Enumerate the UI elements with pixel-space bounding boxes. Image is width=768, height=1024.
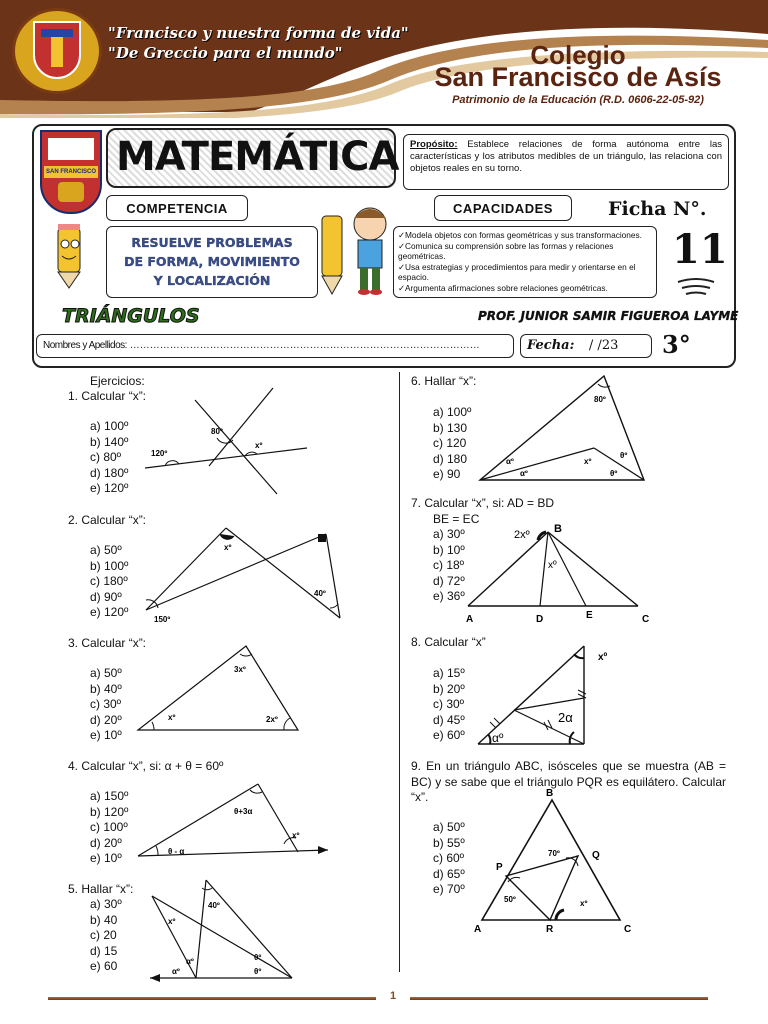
option-2b[interactable]: b) 100º bbox=[90, 558, 129, 573]
exercise-7-options bbox=[433, 527, 465, 605]
name-label: Nombres y Apellidos: bbox=[43, 340, 127, 351]
option-9c[interactable]: c) 60º bbox=[433, 851, 465, 865]
capacidades-label: CAPACIDADES bbox=[453, 201, 553, 216]
fig6-label-a: 80º bbox=[594, 395, 606, 404]
option-8e[interactable]: e) 60º bbox=[433, 728, 465, 742]
option-2d[interactable]: d) 90º bbox=[90, 589, 122, 604]
option-3c[interactable]: c) 30º bbox=[90, 697, 122, 711]
fig7-label-a: 2xº bbox=[514, 529, 530, 541]
proposito-label: Propósito: bbox=[410, 139, 458, 150]
fig6-label-e: θº bbox=[620, 451, 628, 460]
option-7d[interactable]: d) 72º bbox=[433, 573, 465, 588]
fig7-label-C: C bbox=[642, 614, 650, 625]
exercise-6 bbox=[411, 374, 476, 390]
capacidad-4: ✓Argumenta afirmaciones sobre relaciones geométricas. bbox=[398, 282, 608, 293]
capacidad-1: ✓Modela objetos con formas geométricas y sus transformaciones. bbox=[398, 230, 642, 240]
fig6-label-d: xº bbox=[584, 457, 592, 466]
exercise-3-options bbox=[90, 666, 122, 744]
fig6-label-c: αº bbox=[520, 469, 528, 478]
option-9a[interactable]: a) 50º bbox=[433, 820, 465, 834]
exercise-2-options bbox=[90, 543, 128, 621]
fig7-label-b: B bbox=[554, 523, 562, 535]
school-name-line1: Colegio bbox=[530, 40, 626, 70]
fig9-label-a: 70º bbox=[548, 849, 560, 858]
question-1: 1. Calcular “x”: bbox=[68, 389, 147, 403]
option-6a[interactable]: a) 100º bbox=[433, 405, 472, 419]
fig8-label-c: αº bbox=[492, 731, 504, 745]
option-1d[interactable]: d) 180º bbox=[90, 465, 129, 480]
name-dots: …………………………………………………………………………………………… bbox=[129, 340, 480, 351]
footer-line-left bbox=[48, 997, 376, 1000]
option-1e[interactable]: e) 120º bbox=[90, 481, 129, 495]
option-7b[interactable]: b) 10º bbox=[433, 542, 465, 557]
figure-8 bbox=[474, 644, 624, 750]
competencia-line-2: DE FORMA, MOVIMIENTO bbox=[124, 254, 300, 269]
fig9-label-B: B bbox=[546, 788, 554, 799]
question-5: 5. Hallar “x”: bbox=[68, 882, 134, 896]
question-6: 6. Hallar “x”: bbox=[411, 374, 477, 388]
fig3-label-a: 3xº bbox=[234, 665, 246, 674]
option-5a[interactable]: a) 30º bbox=[90, 897, 122, 911]
date-label: Fecha: bbox=[527, 338, 575, 353]
fig8-label-b: 2α bbox=[558, 710, 573, 725]
option-1a[interactable]: a) 100º bbox=[90, 419, 129, 433]
subject-box bbox=[106, 128, 399, 188]
exercise-9-options bbox=[433, 820, 465, 898]
question-7: 7. Calcular “x”, si: AD = BD bbox=[411, 496, 555, 510]
fig1-label-b: 80º bbox=[211, 427, 223, 436]
fig4-label-b: xº bbox=[292, 831, 300, 840]
option-8b[interactable]: b) 20º bbox=[433, 681, 465, 696]
exercise-1-options bbox=[90, 419, 128, 497]
option-2c[interactable]: c) 180º bbox=[90, 574, 128, 588]
option-6e[interactable]: e) 90 bbox=[433, 467, 461, 481]
figure-3 bbox=[134, 642, 304, 734]
option-6d[interactable]: d) 180 bbox=[433, 451, 468, 466]
option-7c[interactable]: c) 18º bbox=[433, 558, 465, 572]
capacidades-pill bbox=[434, 195, 572, 221]
figure-1 bbox=[145, 386, 315, 496]
fig4-label-a: θ+3α bbox=[234, 807, 253, 816]
exercise-5 bbox=[68, 882, 133, 898]
option-5b[interactable]: b) 40 bbox=[90, 912, 118, 927]
option-4e[interactable]: e) 10º bbox=[90, 851, 122, 865]
capacidad-3: ✓Usa estrategias y procedimientos para medir y orientarse en el espacio. bbox=[398, 261, 636, 283]
fig5-label-a: 40º bbox=[208, 901, 220, 910]
capacidades-box bbox=[393, 226, 657, 298]
fig2-label-b: 40º bbox=[314, 589, 326, 598]
figure-7 bbox=[464, 518, 664, 626]
option-8c[interactable]: c) 30º bbox=[433, 697, 465, 711]
figure-2 bbox=[140, 524, 350, 626]
exercise-6-options bbox=[433, 405, 471, 483]
question-7-line2: BE = EC bbox=[433, 511, 480, 526]
exercise-2 bbox=[68, 513, 146, 529]
option-8a[interactable]: a) 15º bbox=[433, 666, 465, 680]
teacher-name: PROF. JUNIOR SAMIR FIGUEROA LAYME bbox=[478, 309, 739, 323]
fig6-label-b: αº bbox=[506, 457, 514, 466]
fig9-label-P: P bbox=[496, 862, 503, 873]
motto-line-1: "Francisco y nuestra forma de vida" bbox=[108, 24, 409, 42]
ficha-label: Ficha N°. bbox=[608, 198, 707, 220]
exercise-4 bbox=[68, 759, 223, 775]
fig5-label-f: αº bbox=[186, 957, 194, 966]
fig2-label-c: 150º bbox=[154, 615, 171, 624]
option-4d[interactable]: d) 20º bbox=[90, 835, 122, 850]
proposito-text: Establece relaciones de forma autónoma entre las características y los atributos medibles de un triángulo, las relaciona con objetos reales en su torno. bbox=[410, 139, 722, 174]
figure-4 bbox=[134, 780, 338, 864]
fig7-label-E: E bbox=[586, 610, 593, 621]
exercise-1 bbox=[68, 389, 146, 405]
fig5-label-e: θº bbox=[254, 967, 262, 976]
option-7a[interactable]: a) 30º bbox=[433, 527, 465, 541]
ficha-number: 11 bbox=[672, 226, 728, 273]
option-1b[interactable]: b) 140º bbox=[90, 434, 129, 449]
fig4-label-c: θ - α bbox=[168, 847, 185, 856]
exercise-5-options bbox=[90, 897, 122, 975]
date-field[interactable] bbox=[520, 334, 652, 358]
option-3d[interactable]: d) 20º bbox=[90, 712, 122, 727]
school-banner bbox=[0, 0, 768, 118]
question-2: 2. Calcular “x”: bbox=[68, 513, 147, 527]
option-6c[interactable]: c) 120 bbox=[433, 436, 467, 450]
fig5-label-c: αº bbox=[172, 967, 180, 976]
fig9-label-c: xº bbox=[580, 899, 588, 908]
figure-6 bbox=[476, 372, 648, 484]
column-divider bbox=[399, 372, 400, 972]
decor-ribbon-icon bbox=[676, 276, 716, 300]
page-number: 1 bbox=[389, 990, 397, 1002]
figure-5 bbox=[146, 878, 298, 986]
option-4b[interactable]: b) 120º bbox=[90, 804, 129, 819]
option-3e[interactable]: e) 10º bbox=[90, 728, 122, 742]
option-2e[interactable]: e) 120º bbox=[90, 605, 129, 619]
fig9-label-b: 50º bbox=[504, 895, 516, 904]
question-8: 8. Calcular “x” bbox=[411, 635, 486, 649]
option-5d[interactable]: d) 15 bbox=[90, 943, 118, 958]
option-5e[interactable]: e) 60 bbox=[90, 959, 118, 973]
grade-label: 3° bbox=[662, 330, 691, 359]
kids-mascot-icon bbox=[318, 196, 394, 300]
fig3-label-c: 2xº bbox=[266, 715, 278, 724]
subject-title: MATEMÁTICA bbox=[116, 134, 399, 180]
fig6-label-f: θº bbox=[610, 469, 618, 478]
crest-logo bbox=[40, 130, 102, 214]
motto-line-2: "De Greccio para el mundo" bbox=[108, 44, 343, 62]
date-value: / /23 bbox=[588, 338, 619, 353]
footer-line-right bbox=[410, 997, 708, 1000]
fig5-label-d: θº bbox=[254, 953, 262, 962]
option-2a[interactable]: a) 50º bbox=[90, 543, 122, 557]
question-3: 3. Calcular “x”: bbox=[68, 636, 147, 650]
question-4: 4. Calcular “x”, si: α + θ = 60º bbox=[68, 759, 224, 773]
option-8d[interactable]: d) 45º bbox=[433, 712, 465, 727]
topic-title: TRIÁNGULOS bbox=[62, 305, 200, 327]
crest-label: SAN FRANCISCO bbox=[44, 166, 98, 178]
option-6b[interactable]: b) 130 bbox=[433, 420, 468, 435]
fig7-label-A: A bbox=[466, 614, 474, 625]
figure-9 bbox=[470, 786, 640, 938]
fig7-label-c: xº bbox=[548, 560, 557, 571]
exercises-heading: Ejercicios: bbox=[90, 374, 145, 388]
fig7-label-D: D bbox=[536, 614, 544, 625]
fig1-label-a: 120º bbox=[151, 449, 168, 458]
competencia-line-3: Y LOCALIZACIÓN bbox=[153, 273, 271, 288]
competencia-line-1: RESUELVE PROBLEMAS bbox=[131, 235, 293, 250]
fig9-label-Q: Q bbox=[592, 850, 600, 861]
exercise-8-options bbox=[433, 666, 465, 744]
competencia-pill bbox=[106, 195, 248, 221]
fig9-label-A: A bbox=[474, 924, 482, 935]
option-9e[interactable]: e) 70º bbox=[433, 882, 465, 896]
option-9b[interactable]: b) 55º bbox=[433, 835, 465, 850]
option-5c[interactable]: c) 20 bbox=[90, 928, 117, 942]
fig8-label-a: xº bbox=[598, 652, 608, 663]
school-name-line2: San Francisco de Asís bbox=[434, 62, 722, 92]
school-patrimonio: Patrimonio de la Educación (R.D. 0606-22-05-92) bbox=[452, 94, 704, 106]
capacidad-2: ✓Comunica su comprensión sobre las formas y relaciones geométricas. bbox=[398, 240, 614, 262]
option-3a[interactable]: a) 50º bbox=[90, 666, 122, 680]
competencia-label: COMPETENCIA bbox=[126, 201, 228, 216]
fig9-label-R: R bbox=[546, 924, 554, 935]
fig9-label-C: C bbox=[624, 924, 632, 935]
fig2-label-a: xº bbox=[224, 543, 232, 552]
name-field[interactable] bbox=[36, 334, 514, 358]
pencil-mascot-icon bbox=[44, 222, 96, 294]
exercise-4-options bbox=[90, 789, 128, 867]
fig3-label-b: xº bbox=[168, 713, 176, 722]
fig1-label-c: xº bbox=[255, 441, 263, 450]
question-9: 9. En un triángulo ABC, isósceles que se muestra (AB = BC) y se sabe que el triángulo PQR es equilátero. Calcular “x”. bbox=[411, 759, 726, 804]
competencia-box bbox=[106, 226, 318, 298]
option-9d[interactable]: d) 65º bbox=[433, 866, 465, 881]
proposito-box bbox=[403, 134, 729, 190]
fig5-label-b: xº bbox=[168, 917, 176, 926]
option-7e[interactable]: e) 36º bbox=[433, 589, 465, 603]
option-3b[interactable]: b) 40º bbox=[90, 681, 122, 696]
option-1c[interactable]: c) 80º bbox=[90, 450, 122, 464]
school-logo bbox=[12, 8, 102, 94]
option-4a[interactable]: a) 150º bbox=[90, 789, 129, 803]
option-4c[interactable]: c) 100º bbox=[90, 820, 128, 834]
